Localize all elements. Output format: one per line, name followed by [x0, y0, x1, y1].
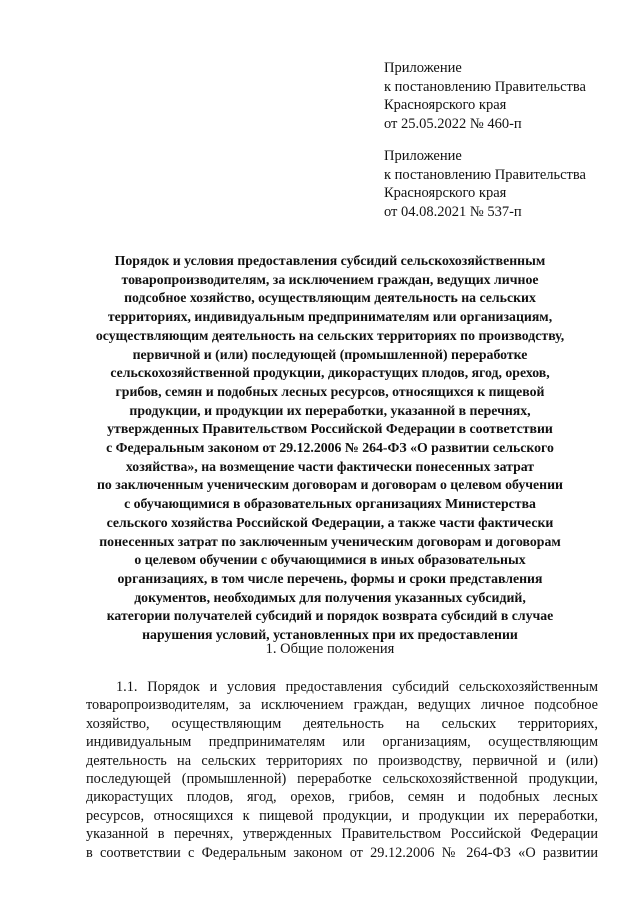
paragraph-line: дикорастущих плодов, ягод, орехов, грибов, семян и подобных лесных [86, 789, 598, 806]
title-line: хозяйства», на возмещение части фактически понесенных затрат [125, 458, 535, 474]
title-line: сельскохозяйственной продукции, дикорастущих плодов, ягод, орехов, [110, 365, 550, 381]
title-line: понесенных затрат по заключенным ученическим договорам и договорам [99, 533, 561, 549]
title-line: документов, необходимых для получения указанных субсидий, [134, 589, 526, 605]
title-line: территориях, индивидуальным предпринимателям или организациям, [107, 309, 553, 325]
title-line: Порядок и условия предоставления субсидий сельскохозяйственным [114, 253, 546, 268]
paragraph-1-1 [86, 678, 598, 862]
paragraph-line: индивидуальным предпринимателям или организациям, осуществляющим [86, 734, 598, 751]
title-line: по заключенным ученическим договорам и договорам о целевом обучении [96, 477, 563, 493]
appendix-line: к постановлению Правительства [384, 78, 586, 95]
title-line: первичной и (или) последующей (промышленной) переработке [132, 346, 528, 362]
section-heading: 1. Общие положения [265, 641, 395, 657]
title-line: нарушения условий, установленных при их предоставлении [142, 627, 518, 643]
paragraph-line: товаропроизводителям, за исключением граждан, ведущих личное подсобное [86, 697, 598, 714]
appendix-line: Приложение [384, 148, 462, 164]
title-line: грибов, семян и подобных лесных ресурсов, относящихся к пищевой [115, 383, 545, 399]
paragraph-line: ресурсов, относящихся к пищевой продукции, и продукции их переработки, [86, 807, 598, 824]
appendix-note-original [384, 147, 634, 221]
title-line: товаропроизводителям, за исключением граждан, ведущих личное [121, 271, 539, 287]
appendix-line: от 25.05.2022 № 460-п [384, 115, 522, 132]
paragraph-line: 1.1. Порядок и условия предоставления субсидий сельскохозяйственным [116, 679, 598, 695]
appendix-line: Приложение [384, 60, 462, 76]
appendix-line: Красноярского края [384, 97, 507, 113]
appendix-note-current [384, 59, 634, 133]
paragraph-line: последующей (промышленной) переработке сельскохозяйственной продукции, [86, 771, 598, 788]
title-line: категории получателей субсидий и порядок возврата субсидий в случае [106, 608, 554, 624]
appendix-line: Красноярского края [384, 185, 507, 201]
appendix-line: к постановлению Правительства [384, 166, 586, 183]
paragraph-line: в соответствии с Федеральным законом от 29.12.2006 № 264-ФЗ «О развитии [86, 844, 598, 861]
title-line: с обучающимися в образовательных организациях Министерства [124, 496, 536, 512]
appendix-line: от 04.08.2021 № 537-п [384, 203, 522, 220]
title-line: утвержденных Правительством Российской Федерации в соответствии [107, 421, 553, 437]
title-line: о целевом обучении с обучающимися в иных образовательных [134, 552, 526, 568]
title-line: организациях, в том числе перечень, формы и сроки представления [117, 570, 543, 586]
paragraph-line: указанной в перечнях, утвержденных Правительством Российской Федерации [86, 826, 598, 843]
paragraph-line: хозяйство, осуществляющим деятельность на сельских территориях, [86, 715, 598, 732]
title-line: подсобное хозяйство, осуществляющим деятельность на сельских [124, 290, 536, 306]
title-line: продукции, и продукции их переработки, указанной в перечнях, [129, 402, 531, 418]
title-line: сельского хозяйства Российской Федерации, а также части фактически [106, 514, 554, 530]
title-line: осуществляющим деятельность на сельских территориях по производству, [95, 327, 565, 343]
document-title [60, 252, 600, 645]
paragraph-line: деятельность на сельских территориях по производству, первичной и (или) [86, 752, 598, 769]
title-line: с Федеральным законом от 29.12.2006 № 264-ФЗ «О развитии сельского [106, 440, 554, 456]
